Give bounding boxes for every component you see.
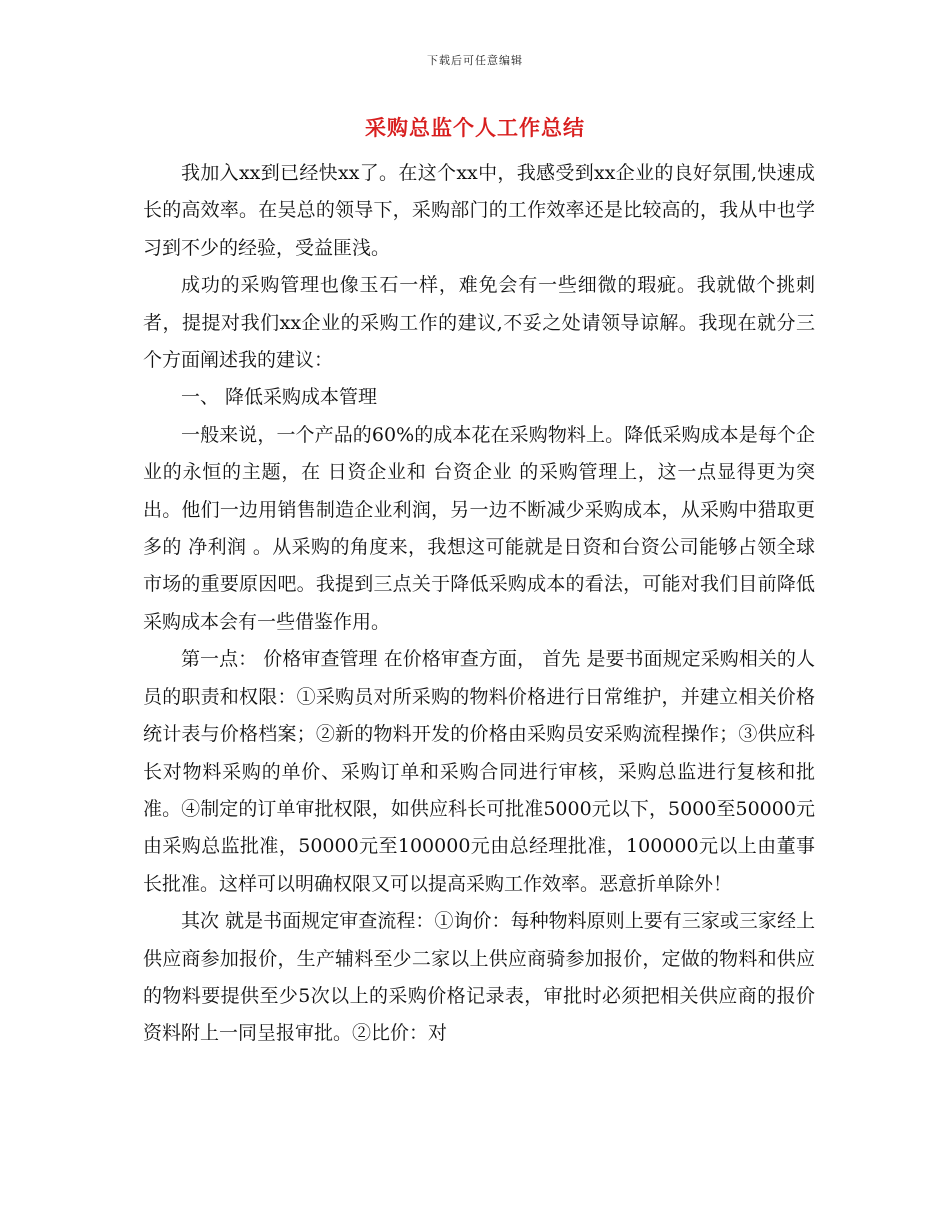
paragraph: 其次 就是书面规定审查流程：①询价：每种物料原则上要有三家或三家经上供应商参加报价，生产辅料至少二家以上供应商骑参加报价，定做的物料和供应的物料要提供至少5次以上的采购价格记录表，审批时必须把相关供应商的报价资料附上一同呈报审批。②比价：对 (143, 910, 815, 1045)
paragraph: 第一点： 价格审查管理 在价格审查方面， 首先 是要书面规定采购相关的人员的职责和权限：①采购员对所采购的物料价格进行日常维护，并建立相关价格统计表与价格档案；②新的物料开发的价格由采购员安采购流程操作；③供应科长对物料采购的单价、采购订单和采购合同进行审核，采购总监进行复核和批准。④制定的订单审批权限，如供应科长可批准5000元以下，5000至50000元由采购总监批准，50000元至100000元由总经理批准，100000元以上由董事长批准。这样可以明确权限又可以提高采购工作效率。恶意折单除外！ (143, 648, 815, 895)
header-note: 下载后可任意编辑 (427, 54, 523, 67)
document-title: 采购总监个人工作总结 (365, 116, 585, 140)
paragraph: 成功的采购管理也像玉石一样，难免会有一些细微的瑕疵。我就做个挑刺者，提提对我们xx企业的采购工作的建议,不妥之处请领导谅解。我现在就分三个方面阐述我的建议： (143, 274, 815, 372)
paragraph: 一般来说，一个产品的60%的成本花在采购物料上。降低采购成本是每个企业的永恒的主题，在 日资企业和 台资企业 的采购管理上，这一点显得更为突出。他们一边用销售制造企业利润，另一边不断减少采购成本，从采购中猎取更多的 净利润 。从采购的角度来，我想这可能就是日资和台资公司能够占领全球市场的重要原因吧。我提到三点关于降低采购成本的看法，可能对我们目前降低采购成本会有一些借鉴作用。 (143, 423, 815, 633)
document-body (143, 155, 815, 1053)
section-heading: 一、 降低采购成本管理 (181, 386, 378, 409)
paragraph: 我加入xx到已经快xx了。在这个xx中，我感受到xx企业的良好氛围,快速成长的高效率。在吴总的领导下，采购部门的工作效率还是比较高的，我从中也学习到不少的经验，受益匪浅。 (143, 162, 815, 259)
